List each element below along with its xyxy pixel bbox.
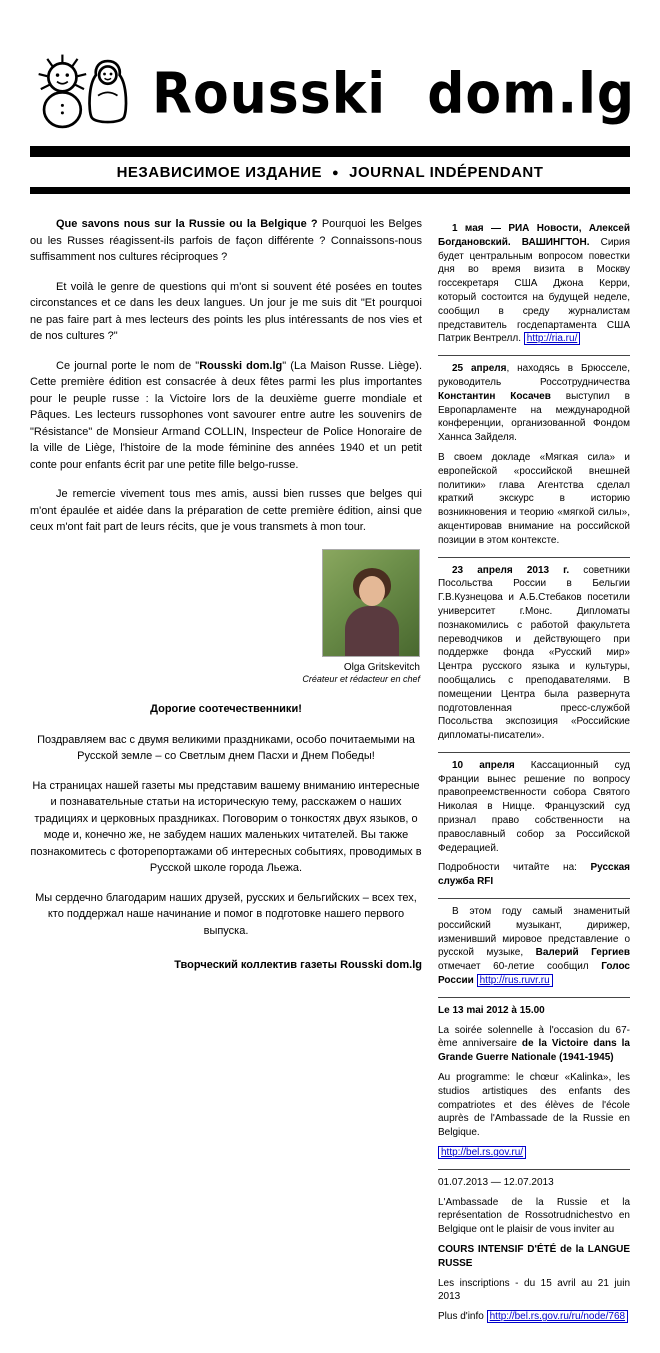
news6-paragraph-1 [438, 1024, 630, 1065]
news-column [438, 216, 630, 1333]
news7-info-line [438, 1310, 630, 1324]
bullet-separator: ● [332, 167, 340, 179]
news-item-summer-course [438, 1170, 630, 1333]
masthead-title: Rousski dom.lg [152, 61, 636, 127]
editor-photo [322, 549, 420, 657]
p3-pre: Ce journal porte le nom de " [56, 359, 200, 372]
ru-paragraph-3: Мы сердечно благодарим наших друзей, русских и бельгийских – всех тех, кто поддержал наше начинание и помог в подготовке нашего первого выпуска. [35, 891, 417, 937]
news-item-mons-university [438, 558, 630, 753]
news-item-syria-text [438, 222, 630, 346]
news4-date-bold: 10 апреля [452, 759, 515, 771]
news1-body: Сирия будет центральным вопросом повестки дня во время визита в Москву госсекретаря США Джона Керри, который состоится на будущей неделе, сообщил в среду журналистам представитель госдепартамента США Патрик Вентрелл. [438, 236, 630, 345]
divider-bar-thin [30, 187, 630, 194]
news1-lead-bold: 1 мая — РИА Новости, Алексей Богдановский. ВАШИНГТОН. [438, 223, 630, 248]
news4-rfi-bold: Русская служба RFI [438, 862, 630, 888]
masthead [30, 48, 636, 140]
news-item-nice-cathedral [438, 753, 630, 899]
news4-more-text: Подробности читайте на: [438, 862, 591, 874]
news2-paragraph-2: В своем докладе «Мягкая сила» и европейской «российской внешней политики» глава Агентства сделал краткий экскурс в историю возникновения и теорию «мягкой силы», акцентировав внимание на российской позиции в этом контексте. [438, 451, 630, 546]
intro-paragraph-2: Et voilà le genre de questions qui m'ont si souvent été posées en toutes circonstances et ce dans les deux langues. Un jour je me suis dit "Et pourquoi ne pas faire part à mes lecteurs des points les plus intéressants de nos vies et de nos cultures ?" [30, 280, 422, 342]
intro-paragraph-4: Je remercie vivement tous mes amis, aussi bien russes que belges qui m'ont épaulée et aidée dans la préparation de cette première édition, ainsi que ceux m'ont fait part de leurs récits, que je vous transmets à mon tour. [30, 488, 422, 533]
news5-text-2: отмечает 60-летие сообщил [438, 961, 602, 973]
news-link-ria[interactable]: http://ria.ru/ [524, 332, 581, 345]
news-item-gergiev [438, 899, 630, 998]
p3-post: " (La Maison Russe. Liège). Cette première édition est consacrée à deux fêtes parmi les plus importantes pour le peuple russe : la Victoire lors de la deuxième guerre mondiale et Pâques. Les lecteurs russophones vont savourer entre autre les souvenirs de "Résistance" de Monsieur Armand COLLIN, Inspecteur de Police Honoraire de la ville de Liège, l'histoire de la mode féminine des années 1940 et un petit conte pour enfants écrit par une petite fille belgo-russe. [30, 359, 423, 471]
independent-fr-label: JOURNAL INDÉPENDANT [349, 164, 544, 181]
news5-paragraph [438, 905, 630, 988]
p3-journal-name: Rousski dom.lg [199, 359, 283, 372]
news7-plus-info: Plus d'info [438, 1311, 487, 1323]
photo-torso-shape [345, 606, 399, 657]
news-link-ruvr[interactable]: http://rus.ruvr.ru [477, 974, 553, 987]
news-link-belrsgov[interactable]: http://bel.rs.gov.ru/ [438, 1146, 526, 1159]
news6-victory-bold: de la Victoire dans la Grande Guerre Nationale (1941-1945) [438, 1038, 630, 1064]
news3-paragraph [438, 564, 630, 743]
independent-ru-label: НЕЗАВИСИМОЕ ИЗДАНИЕ [116, 164, 323, 181]
content-columns [30, 216, 630, 1333]
news5-text-1: В этом году самый знаменитый российский музыкант, дирижер, изменивший мировое представление о русской музыке, [438, 906, 630, 959]
news2-paragraph-1 [438, 362, 630, 445]
photo-caption [302, 661, 420, 686]
news2-date-bold: 25 апреля [452, 363, 507, 375]
ru-paragraph-2: На страницах нашей газеты мы представим вашему вниманию интересные и познавательные статьи на историческую тему, расскажем о наших традициях и церковных праздниках. Поговорим о тонкостях двух языков, о моде и, конечно же, не забудем наших маленьких читателей. Вы также познакомитесь с фоторепортажами об интересных событиях, проводимых в Русской школе города Льежа. [30, 779, 422, 875]
news4-more-line [438, 861, 630, 889]
news6-text-1: La soirée solennelle à l'occasion du 67-ème anniversaire [438, 1024, 630, 1050]
news3-date-bold: 23 апреля 2013 г. [452, 564, 570, 576]
news6-date: Le 13 mai 2012 à 15.00 [438, 1004, 545, 1016]
ru-greeting-heading: Дорогие соотечественники! [150, 703, 302, 716]
intro-paragraph-1 [30, 216, 422, 266]
news3-body: советники Посольства России в Бельгии Г.В.Кузнецова и А.Б.Стебаков посетили университет г.Монс. Дипломаты познакомились с работой факультета переводчиков и действующего при поддержке фонда «Русский мир» Центра русского языка и культуры, пообщались с преподавателями. В помещении Центра была развернута подготовленная пресс-службой Посольства экспозиция «Российские дипломаты-писатели». [438, 564, 630, 742]
news5-source-bold: Голос России [438, 961, 630, 987]
news2-name-bold: Константин Косачев [438, 390, 551, 402]
independent-banner [30, 157, 630, 187]
russian-editorial-block [30, 701, 422, 939]
intro-paragraph-3 [30, 358, 422, 474]
ru-paragraph-1: Поздравляем вас с двумя великими праздниками, особо почитаемыми на Русской земле – со Светлым днем Пасхи и Днем Победы! [37, 733, 415, 763]
news7-inscriptions: Les inscriptions - du 15 avril au 21 juin 2013 [438, 1277, 630, 1303]
news5-name-bold: Валерий Гергиев [535, 947, 630, 959]
news6-link-line [438, 1146, 630, 1160]
divider-bar-thick [30, 146, 630, 157]
editor-photo-block [30, 549, 420, 686]
photo-face-shape [359, 576, 385, 606]
editorial-column [30, 216, 422, 1333]
photo-caption-name: Olga Gritskevitch [343, 661, 420, 673]
news2-text-2: выступил в Европарламенте на международной конференции, организованной Фондом Ханнса Зайделя. [438, 390, 630, 444]
news-item-victory-evening [438, 998, 630, 1170]
news-item-syria [438, 216, 630, 356]
news-item-europarliament [438, 356, 630, 557]
photo-caption-role: Créateur et rédacteur en chef [302, 673, 420, 684]
news6-paragraph-2: Au programme: le chœur «Kalinka», les studios artistiques des enfants des compatriotes et des élèves de l'école auprès de l'Ambassade de la Russie en Belgique. [438, 1072, 630, 1139]
news7-paragraph-1: L'Ambassade de la Russie et la représentation de Rossotrudnichestvo en Belgique ont le plaisir de vous inviter au [438, 1196, 630, 1236]
news7-date: 01.07.2013 — 12.07.2013 [438, 1176, 554, 1188]
matryoshka-logo-icon [30, 48, 138, 140]
news4-paragraph [438, 759, 630, 856]
news7-course-title: COURS INTENSIF D'ÉTÉ de la LANGUE RUSSE [438, 1244, 630, 1269]
editorial-signature: Творческий коллектив газеты Rousski dom.lg [174, 959, 422, 972]
intro-question-bold: Que savons nous sur la Russie ou la Belgique ? [56, 218, 318, 230]
news2-text-1: , находясь в Брюсселе, руководитель Россотрудничества [438, 363, 630, 388]
news-link-course[interactable]: http://bel.rs.gov.ru/ru/node/768 [487, 1310, 628, 1323]
news4-body: Кассационный суд Франции вынес решение по вопросу правопреемственности собора Святого Николая в Ницце. Французский суд признал право собственности на православный собор за Российской Федерацией. [438, 759, 630, 854]
intro-question-rest: Pourquoi les Belges ou les Russes réagissent-ils parfois de façon différente ? Connaissons-nous suffisamment nos cultures réciproques ? [30, 218, 422, 263]
